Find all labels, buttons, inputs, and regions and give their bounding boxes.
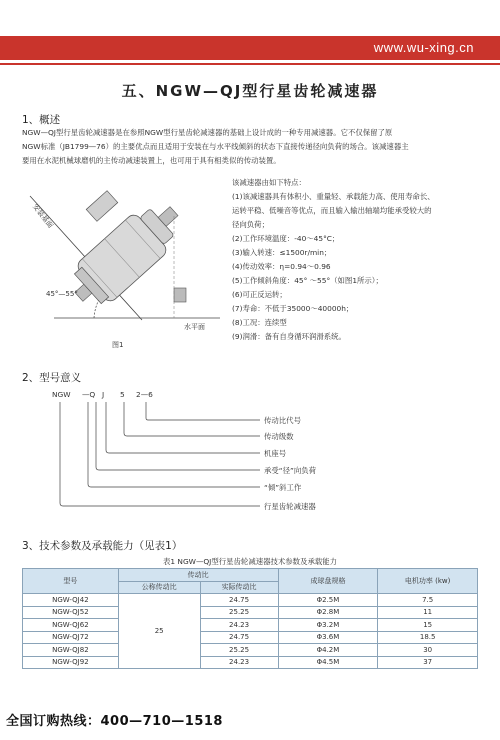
- legend-planetary: 行星齿轮减速器: [264, 502, 316, 511]
- cell-model: NGW-QJ42: [23, 594, 119, 607]
- code-part-ratio: 2—6: [136, 390, 153, 399]
- connector-frame: [106, 402, 260, 453]
- legend-incline: “倾”斜工作: [264, 483, 302, 492]
- legend-stages: 传动级数: [264, 432, 294, 441]
- feature-item: (8)工况：连续型: [232, 318, 287, 327]
- cell-actual: 24.75: [200, 631, 278, 644]
- table-row: [23, 619, 478, 632]
- install-base-label: 安装基面: [30, 202, 55, 230]
- col-ratio: 传动比: [118, 569, 278, 582]
- connector-ratio: [146, 402, 260, 420]
- col-power: 电机功率 (kw): [378, 569, 478, 594]
- overview-line: NGW—QJ型行星齿轮减速器是在参照NGW型行星齿轮减速器的基础上设计成的一种专用减速器。它不仅保留了原: [22, 128, 393, 137]
- col-actual: 实际传动比: [200, 581, 278, 594]
- website-url[interactable]: www.wu-xing.cn: [373, 40, 474, 55]
- table-row: [23, 631, 478, 644]
- feature-item: (3)输入转速：≤1500r/min；: [232, 248, 332, 257]
- cell-ring: Φ3.6M: [278, 631, 378, 644]
- page-title: 五、NGW—QJ型行星齿轮减速器: [121, 82, 379, 100]
- cell-actual: 24.23: [200, 656, 278, 669]
- cell-ring: Φ4.5M: [278, 656, 378, 669]
- cell-ring: Φ3.2M: [278, 619, 378, 632]
- col-nominal: 公称传动比: [118, 581, 200, 594]
- feature-item: (1)该减速器具有体积小、重量轻、承载能力高、使用寿命长、: [232, 192, 435, 201]
- cell-power: 11: [378, 606, 478, 619]
- connector-stages: [124, 402, 260, 436]
- table-row: [23, 644, 478, 657]
- cell-actual: 24.75: [200, 594, 278, 607]
- cell-model: NGW-QJ52: [23, 606, 119, 619]
- cell-actual: 25.25: [200, 606, 278, 619]
- cell-ring: Φ2.8M: [278, 606, 378, 619]
- angle-label: 45°—55°: [46, 290, 78, 298]
- connector-incline: [88, 402, 260, 487]
- legend-ratio-code: 传动比代号: [264, 416, 301, 425]
- legend-frame: 机座号: [264, 449, 287, 458]
- cell-actual: 24.23: [200, 619, 278, 632]
- table-row: [23, 594, 478, 607]
- code-part-size: 5: [120, 390, 125, 399]
- overview-line: NGW标准（JB1799—76）的主要优点而且适用于安装在与水平线倾斜的状态下直接传递径向负荷的场合。该减速器主: [22, 142, 409, 151]
- cell-ring: Φ2.5M: [278, 594, 378, 607]
- feature-item: (7)寿命：不低于35000～40000h；: [232, 304, 354, 313]
- feature-item: (2)工作环境温度：-40～45°C；: [232, 234, 340, 243]
- specs-heading: 3、技术参数及承载能力（见表1）: [22, 540, 183, 552]
- cell-nominal: 25: [118, 594, 200, 669]
- code-part-q: —Q: [82, 390, 96, 399]
- table-caption: 表1 NGW—QJ型行星齿轮减速器技术参数及承载能力: [162, 557, 338, 566]
- cell-model: NGW-QJ92: [23, 656, 119, 669]
- code-part-ngw: NGW: [52, 390, 71, 399]
- cell-actual: 25.25: [200, 644, 278, 657]
- overview-heading: 1、概述: [22, 114, 61, 126]
- table-row: [23, 606, 478, 619]
- cell-model: NGW-QJ62: [23, 619, 119, 632]
- cell-power: 7.5: [378, 594, 478, 607]
- specs-table: [22, 568, 478, 669]
- features-intro: 该减速器由如下特点：: [232, 178, 306, 187]
- table-header-row: [23, 569, 478, 582]
- table-row: [23, 656, 478, 669]
- legend-radial-load: 承受“径”向负荷: [264, 466, 317, 475]
- feature-item: (9)润滑：备有自身循环润滑系统。: [232, 332, 346, 341]
- cell-power: 15: [378, 619, 478, 632]
- connector-planetary: [60, 402, 260, 506]
- cell-power: 30: [378, 644, 478, 657]
- col-ring: 成球盘规格: [278, 569, 378, 594]
- cell-power: 37: [378, 656, 478, 669]
- feature-item: (6)可正反运转；: [232, 290, 287, 299]
- feature-item: (5)工作倾斜角度：45° ～55°（如图1所示）；: [232, 276, 383, 285]
- figure-caption: 图1: [112, 341, 124, 349]
- feature-item: 运转平稳、低噪音等优点，而且输入输出轴端均能承受较大的: [232, 206, 432, 215]
- feature-item: (4)传动效率：η=0.94～0.96: [232, 262, 331, 271]
- feature-item: 径向负荷；: [232, 220, 269, 229]
- col-model: 型号: [23, 569, 119, 594]
- model-heading: 2、型号意义: [22, 372, 82, 384]
- overview-line: 要用在水泥机械球磨机的主传动减速装置上，也可用于具有相类似的传动装置。: [22, 156, 281, 165]
- code-part-j: J: [102, 390, 105, 399]
- cell-power: 18.5: [378, 631, 478, 644]
- cell-model: NGW-QJ72: [23, 631, 119, 644]
- cell-ring: Φ4.2M: [278, 644, 378, 657]
- order-hotline: 全国订购热线：400—710—1518: [6, 714, 223, 729]
- horizontal-label: 水平面: [184, 323, 205, 331]
- cell-model: NGW-QJ82: [23, 644, 119, 657]
